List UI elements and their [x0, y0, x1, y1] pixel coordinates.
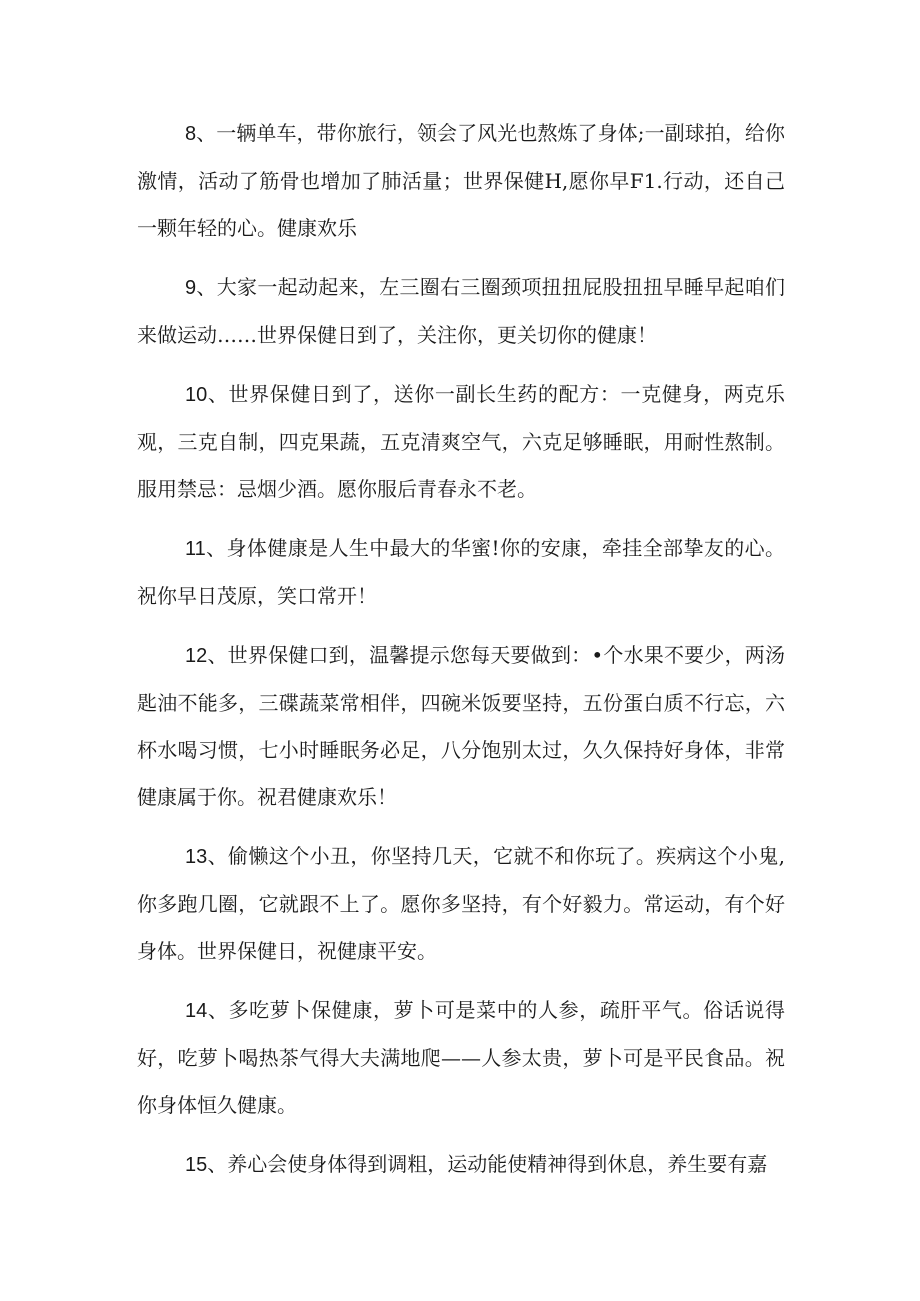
- paragraph-number: 14: [185, 1000, 208, 1022]
- paragraph-text: 、世界保健口到，温馨提示您每天要做到：•个水果不要少，两汤匙油不能多，三碟蔬菜常相伴，四碗米饭要坚持，五份蛋白质不行忘，六杯水喝习惯，七小时睡眠务必足，八分饱别太过，久久保持好身体，非常健康属于你。祝君健康欢乐！: [137, 643, 785, 809]
- paragraph-number: 10: [185, 384, 208, 406]
- paragraph-text: 、世界保健日到了，送你一副长生药的配方：一克健身，两克乐观，三克自制，四克果蔬，五克清爽空气，六克足够睡眠，用耐性熬制。服用禁忌：忌烟少酒。愿你服后青春永不老。: [137, 382, 785, 501]
- paragraph-text: 、养心会使身体得到调粗，运动能使精神得到休息，养生要有嘉: [207, 1152, 768, 1176]
- paragraph-12: [137, 632, 785, 821]
- paragraph-text: 、身体健康是人生中最大的华蜜!你的安康，牵挂全部挚友的心。祝你早日茂原，笑口常开！: [137, 536, 785, 608]
- paragraph-number: 12: [185, 645, 208, 667]
- paragraph-15: [137, 1141, 785, 1189]
- paragraph-8: [137, 110, 785, 252]
- paragraph-number: 8: [185, 123, 197, 145]
- paragraph-11: [137, 525, 785, 620]
- paragraph-10: [137, 371, 785, 513]
- paragraph-number: 9: [185, 277, 197, 299]
- paragraph-9: [137, 264, 785, 359]
- paragraph-number: 11: [185, 538, 206, 560]
- paragraph-text: 、多吃萝卜保健康，萝卜可是菜中的人参，疏肝平气。俗话说得好，吃萝卜喝热茶气得大夫满地爬——人参太贵，萝卜可是平民食品。祝你身体恒久健康。: [137, 998, 785, 1117]
- document-body: [137, 110, 785, 1201]
- paragraph-text: 、一辆单车，带你旅行，领会了风光也熬炼了身体;一副球拍，给你激情，活动了筋骨也增加了肺活量；世界保健H,愿你早F1.行动，还自己一颗年轻的心。健康欢乐: [137, 121, 785, 240]
- paragraph-number: 15: [185, 1154, 208, 1176]
- paragraph-13: [137, 833, 785, 975]
- paragraph-text: 、大家一起动起来，左三圈右三圈颈项扭扭屁股扭扭早睡早起咱们来做运动……世界保健日到了，关注你，更关切你的健康！: [137, 275, 785, 347]
- paragraph-14: [137, 987, 785, 1129]
- paragraph-text: 、偷懒这个小丑，你坚持几天，它就不和你玩了。疾病这个小鬼,你多跑几圈，它就跟不上了。愿你多坚持，有个好毅力。常运动，有个好身体。世界保健日，祝健康平安。: [137, 844, 785, 963]
- paragraph-number: 13: [185, 846, 208, 868]
